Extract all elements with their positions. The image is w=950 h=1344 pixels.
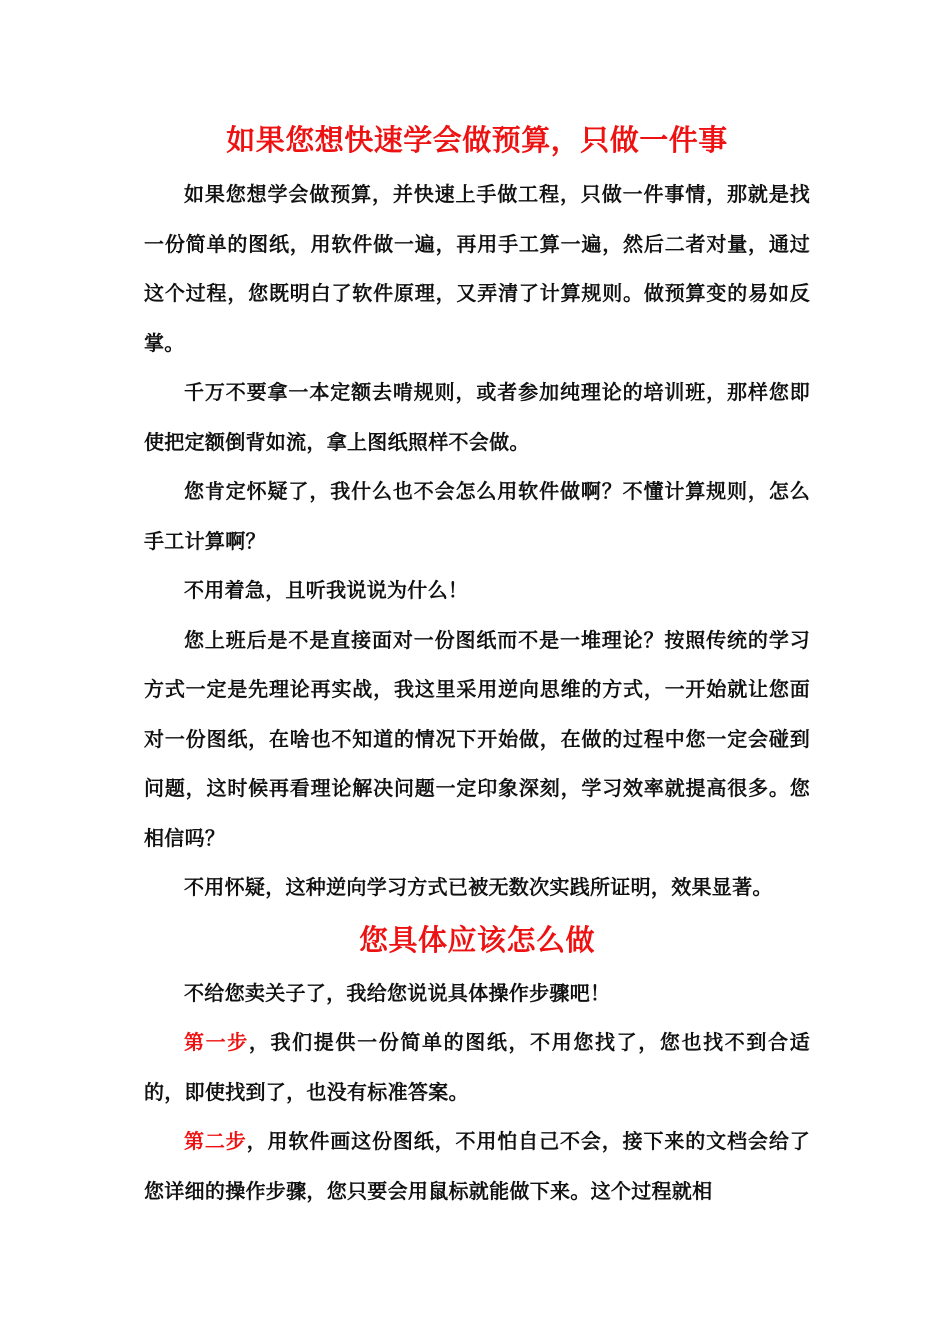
paragraph-6: 不用怀疑，这种逆向学习方式已被无数次实践所证明，效果显著。 (184, 875, 773, 899)
paragraph-4: 不用着急，且听我说说为什么！ (184, 578, 469, 602)
step-1-label: 第一步 (184, 1030, 249, 1054)
paragraph-3: 您肯定怀疑了，我什么也不会怎么用软件做啊？不懂计算规则，怎么手工计算啊？ (144, 479, 810, 553)
section-intro: 不给您卖关子了，我给您说说具体操作步骤吧！ (184, 980, 611, 1005)
section-heading: 您具体应该怎么做 (358, 922, 595, 957)
step-2-paragraph (144, 1117, 810, 1216)
page-title: 如果您想快速学会做预算，只做一件事 (226, 123, 728, 157)
paragraph-2: 千万不要拿一本定额去啃规则，或者参加纯理论的培训班，那样您即使把定额倒背如流，拿上图纸照样不会做。 (144, 380, 810, 454)
paragraph-1: 如果您想学会做预算，并快速上手做工程，只做一件事情，那就是找一份简单的图纸，用软件做一遍，再用手工算一遍，然后二者对量，通过这个过程，您既明白了软件原理，又弄清了计算规则。做预算变的易如反掌。 (144, 182, 810, 355)
step-2-label: 第二步 (184, 1129, 247, 1153)
paragraph-5: 您上班后是不是直接面对一份图纸而不是一堆理论？按照传统的学习方式一定是先理论再实战，我这里采用逆向思维的方式，一开始就让您面对一份图纸，在啥也不知道的情况下开始做，在做的过程中您一定会碰到问题，这时候再看理论解决问题一定印象深刻，学习效率就提高很多。您相信吗？ (144, 627, 810, 850)
step-1-paragraph (144, 1018, 810, 1117)
step-2-text: ，用软件画这份图纸，不用怕自己不会，接下来的文档会给了您详细的操作步骤，您只要会用鼠标就能做下来。这个过程就相 (144, 1129, 810, 1203)
step-1-text: ，我们提供一份简单的图纸，不用您找了，您也找不到合适的，即使找到了，也没有标准答案。 (144, 1030, 810, 1104)
